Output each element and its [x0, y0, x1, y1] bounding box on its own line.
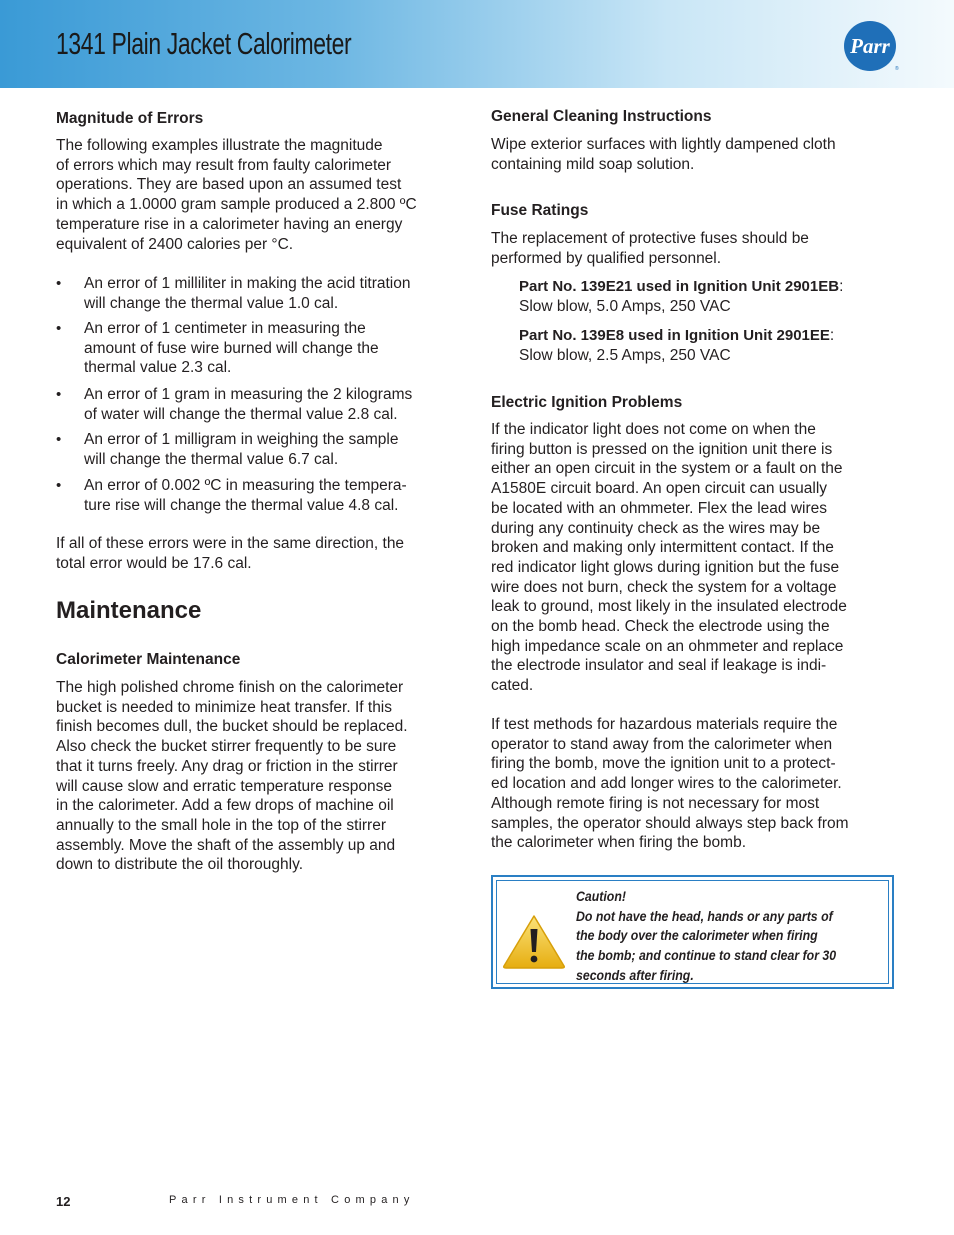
text-line: The high polished chrome finish on the calorimeter	[56, 679, 404, 696]
text-line: that it turns freely. Any drag or friction in the stirrer	[56, 757, 398, 775]
caution-box	[491, 875, 894, 989]
text-line: Do not have the head, hands or any parts of	[576, 907, 833, 924]
bullet-item	[56, 430, 476, 469]
text-line: An error of 0.002 ºC in measuring the tempera-	[84, 477, 407, 494]
text-line: the electrode insulator and seal if leakage is indi-	[491, 657, 827, 675]
bullet-icon: •	[56, 320, 62, 337]
text-line: will cause slow and erratic temperature response	[56, 777, 392, 795]
bullet-item	[56, 385, 476, 424]
text-line: will change the thermal value 6.7 cal.	[84, 450, 339, 468]
text-line: performed by qualified personnel.	[491, 249, 722, 267]
maintenance-heading: Maintenance	[56, 597, 202, 624]
bullet-item	[56, 274, 476, 313]
text-line: broken and making only intermittent contact. If the	[491, 539, 834, 557]
text-line: during any continuity check as the wires may be	[491, 519, 821, 537]
text-line: containing mild soap solution.	[491, 155, 695, 173]
text-line: An error of 1 milliliter in making the acid titration	[84, 275, 411, 292]
exclamation-warning-icon	[501, 914, 567, 970]
text-line: high impedance scale on an ohmmeter and replace	[491, 637, 844, 655]
text-line: the bomb; and continue to stand clear for 30	[576, 947, 837, 964]
part-separator: :	[839, 278, 844, 295]
fuse-ratings-text	[491, 229, 911, 268]
text-line: Although remote firing is not necessary for most	[491, 794, 820, 812]
text-line: An error of 1 centimeter in measuring the	[84, 320, 366, 337]
calorimeter-maintenance-text	[56, 678, 476, 875]
magnitude-intro	[56, 136, 476, 254]
text-line: bucket is needed to minimize heat transfer. If this	[56, 698, 393, 716]
fuse-part-item	[519, 326, 919, 365]
bullet-icon: •	[56, 477, 62, 494]
text-line: total error would be 17.6 cal.	[56, 554, 252, 572]
text-line: of water will change the thermal value 2.8 cal.	[84, 405, 398, 423]
text-line: equivalent of 2400 calories per °C.	[56, 235, 294, 253]
ignition-paragraph-2	[491, 715, 911, 853]
svg-text:®: ®	[895, 66, 899, 72]
text-line: in which a 1.0000 gram sample produced a 2.800 ºC	[56, 196, 417, 214]
footer-company: Parr Instrument Company	[169, 1194, 415, 1206]
magnitude-heading: Magnitude of Errors	[56, 110, 204, 127]
text-line: Also check the bucket stirrer frequently to be sure	[56, 738, 397, 756]
text-line: the calorimeter when firing the bomb.	[491, 834, 747, 852]
text-line: If all of these errors were in the same direction, the	[56, 535, 405, 552]
text-line: down to distribute the oil thoroughly.	[56, 856, 304, 874]
text-line: either an open circuit in the system or a fault on the	[491, 460, 843, 478]
text-line: The replacement of protective fuses should be	[491, 230, 809, 247]
text-line: in the calorimeter. Add a few drops of machine oil	[56, 797, 394, 815]
bullet-icon: •	[56, 386, 62, 403]
bullet-icon: •	[56, 275, 62, 292]
bullet-icon: •	[56, 431, 62, 448]
text-line: annually to the small hole in the top of the stirrer	[56, 816, 386, 834]
part-spec: Slow blow, 2.5 Amps, 250 VAC	[519, 346, 731, 364]
parr-logo-icon	[843, 20, 899, 72]
logo-text: Parr	[850, 34, 890, 58]
text-line: operations. They are based upon an assumed test	[56, 176, 402, 194]
text-line: An error of 1 gram in measuring the 2 kilograms	[84, 386, 413, 403]
text-line: red indicator light glows during ignition but the fuse	[491, 558, 840, 576]
text-line: wire does not burn, check the system for a voltage	[491, 578, 837, 596]
ignition-paragraph-1	[491, 420, 911, 696]
text-line: cated.	[491, 677, 534, 695]
text-line: operator to stand away from the calorimeter when	[491, 735, 833, 753]
text-line: be located with an ohmmeter. Flex the lead wires	[491, 499, 828, 517]
text-line: firing the bomb, move the ignition unit to a protect-	[491, 755, 836, 773]
text-line: will change the thermal value 1.0 cal.	[84, 294, 339, 312]
caution-title: Caution!	[576, 888, 626, 904]
text-line: seconds after firing.	[576, 966, 694, 983]
part-separator: :	[829, 327, 835, 344]
text-line: amount of fuse wire burned will change the	[84, 339, 379, 357]
text-line: assembly. Move the shaft of the assembly up and	[56, 836, 396, 854]
text-line: the body over the calorimeter when firing	[576, 927, 818, 944]
fuse-part-item	[519, 277, 919, 316]
page-number: 12	[56, 1194, 71, 1209]
page-title: 1341 Plain Jacket Calorimeter	[56, 26, 352, 61]
text-line: finish becomes dull, the bucket should be replaced.	[56, 718, 408, 736]
text-line: A1580E circuit board. An open circuit can usually	[491, 480, 828, 498]
text-line: of errors which may result from faulty calorimeter	[56, 156, 392, 174]
bullet-item	[56, 319, 476, 378]
bullet-item	[56, 476, 476, 515]
text-line: ture rise will change the thermal value 4.8 cal.	[84, 496, 399, 514]
part-spec: Slow blow, 5.0 Amps, 250 VAC	[519, 297, 731, 315]
text-line: An error of 1 milligram in weighing the sample	[84, 431, 399, 448]
text-line: ed location and add longer wires to the calorimeter.	[491, 775, 842, 793]
text-line: If the indicator light does not come on when the	[491, 421, 816, 438]
total-error-paragraph	[56, 534, 476, 573]
text-line: If test methods for hazardous materials require the	[491, 716, 838, 733]
text-line: firing button is pressed on the ignition unit there is	[491, 440, 833, 458]
caution-text	[576, 887, 875, 986]
cleaning-heading: General Cleaning Instructions	[491, 108, 712, 125]
part-title: Part No. 139E8 used in Ignition Unit 2901EE	[519, 327, 830, 344]
text-line: The following examples illustrate the magnitude	[56, 137, 383, 154]
fuse-ratings-heading: Fuse Ratings	[491, 202, 589, 219]
text-line: temperature rise in a calorimeter having an energy	[56, 215, 403, 233]
ignition-problems-heading: Electric Ignition Problems	[491, 394, 683, 411]
text-line: leak to ground, most likely in the insulated electrode	[491, 598, 847, 616]
page-header	[0, 0, 954, 88]
text-line: thermal value 2.3 cal.	[84, 359, 232, 377]
text-line: on the bomb head. Check the electrode using the	[491, 618, 830, 636]
text-line: samples, the operator should always step back from	[491, 814, 849, 832]
text-line: Wipe exterior surfaces with lightly dampened cloth	[491, 136, 836, 153]
cleaning-text	[491, 135, 911, 174]
calorimeter-maintenance-heading: Calorimeter Maintenance	[56, 651, 241, 668]
part-title: Part No. 139E21 used in Ignition Unit 2901EB	[519, 278, 840, 295]
